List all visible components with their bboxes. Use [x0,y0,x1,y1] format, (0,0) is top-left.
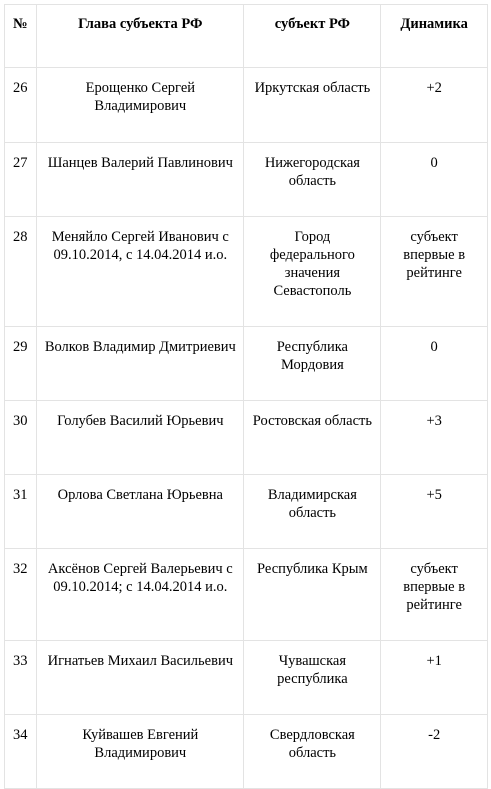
row-num: 32 [5,549,37,641]
row-subject: Нижегородская область [244,143,381,217]
row-head-name: Шанцев Валерий Павлинович [37,143,244,217]
row-dynamics: субъект впервые в рейтинге [381,549,488,641]
row-subject: Ростовская область [244,401,381,475]
row-subject: Иркутская область [244,68,381,143]
row-dynamics: +5 [381,475,488,549]
row-subject: Владимирская область [244,475,381,549]
row-head-name: Волков Владимир Дмитриевич [37,327,244,401]
table-row [5,641,488,715]
row-num: 31 [5,475,37,549]
row-subject: Свердловская область [244,715,381,789]
column-header-num: № [5,5,37,68]
row-dynamics: +3 [381,401,488,475]
row-num: 28 [5,217,37,327]
row-head-name: Аксёнов Сергей Валерьевич с 09.10.2014; с 14.04.2014 и.о. [37,549,244,641]
row-dynamics: +1 [381,641,488,715]
row-head-name: Орлова Светлана Юрьевна [37,475,244,549]
table-row [5,401,488,475]
row-head-name: Игнатьев Михаил Васильевич [37,641,244,715]
row-num: 33 [5,641,37,715]
table-header-row [5,5,488,68]
column-header-dynamics: Динамика [381,5,488,68]
row-dynamics: субъект впервые в рейтинге [381,217,488,327]
table-row [5,475,488,549]
governors-rating-table [4,4,488,789]
table-row [5,217,488,327]
table-row [5,549,488,641]
row-subject: Город федерального значения Севастополь [244,217,381,327]
table-row [5,143,488,217]
row-num: 29 [5,327,37,401]
row-head-name: Голубев Василий Юрьевич [37,401,244,475]
row-num: 27 [5,143,37,217]
row-dynamics: 0 [381,327,488,401]
row-subject: Республика Мордовия [244,327,381,401]
table-row [5,68,488,143]
row-num: 26 [5,68,37,143]
table-row [5,715,488,789]
column-header-head: Глава субъекта РФ [37,5,244,68]
row-head-name: Куйвашев Евгений Владимирович [37,715,244,789]
column-header-subject: субъект РФ [244,5,381,68]
row-subject: Республика Крым [244,549,381,641]
row-subject: Чувашская республика [244,641,381,715]
row-dynamics: 0 [381,143,488,217]
row-num: 30 [5,401,37,475]
row-dynamics: -2 [381,715,488,789]
table-row [5,327,488,401]
row-dynamics: +2 [381,68,488,143]
row-head-name: Меняйло Сергей Иванович с 09.10.2014, с 14.04.2014 и.о. [37,217,244,327]
row-head-name: Ерощенко Сергей Владимирович [37,68,244,143]
row-num: 34 [5,715,37,789]
